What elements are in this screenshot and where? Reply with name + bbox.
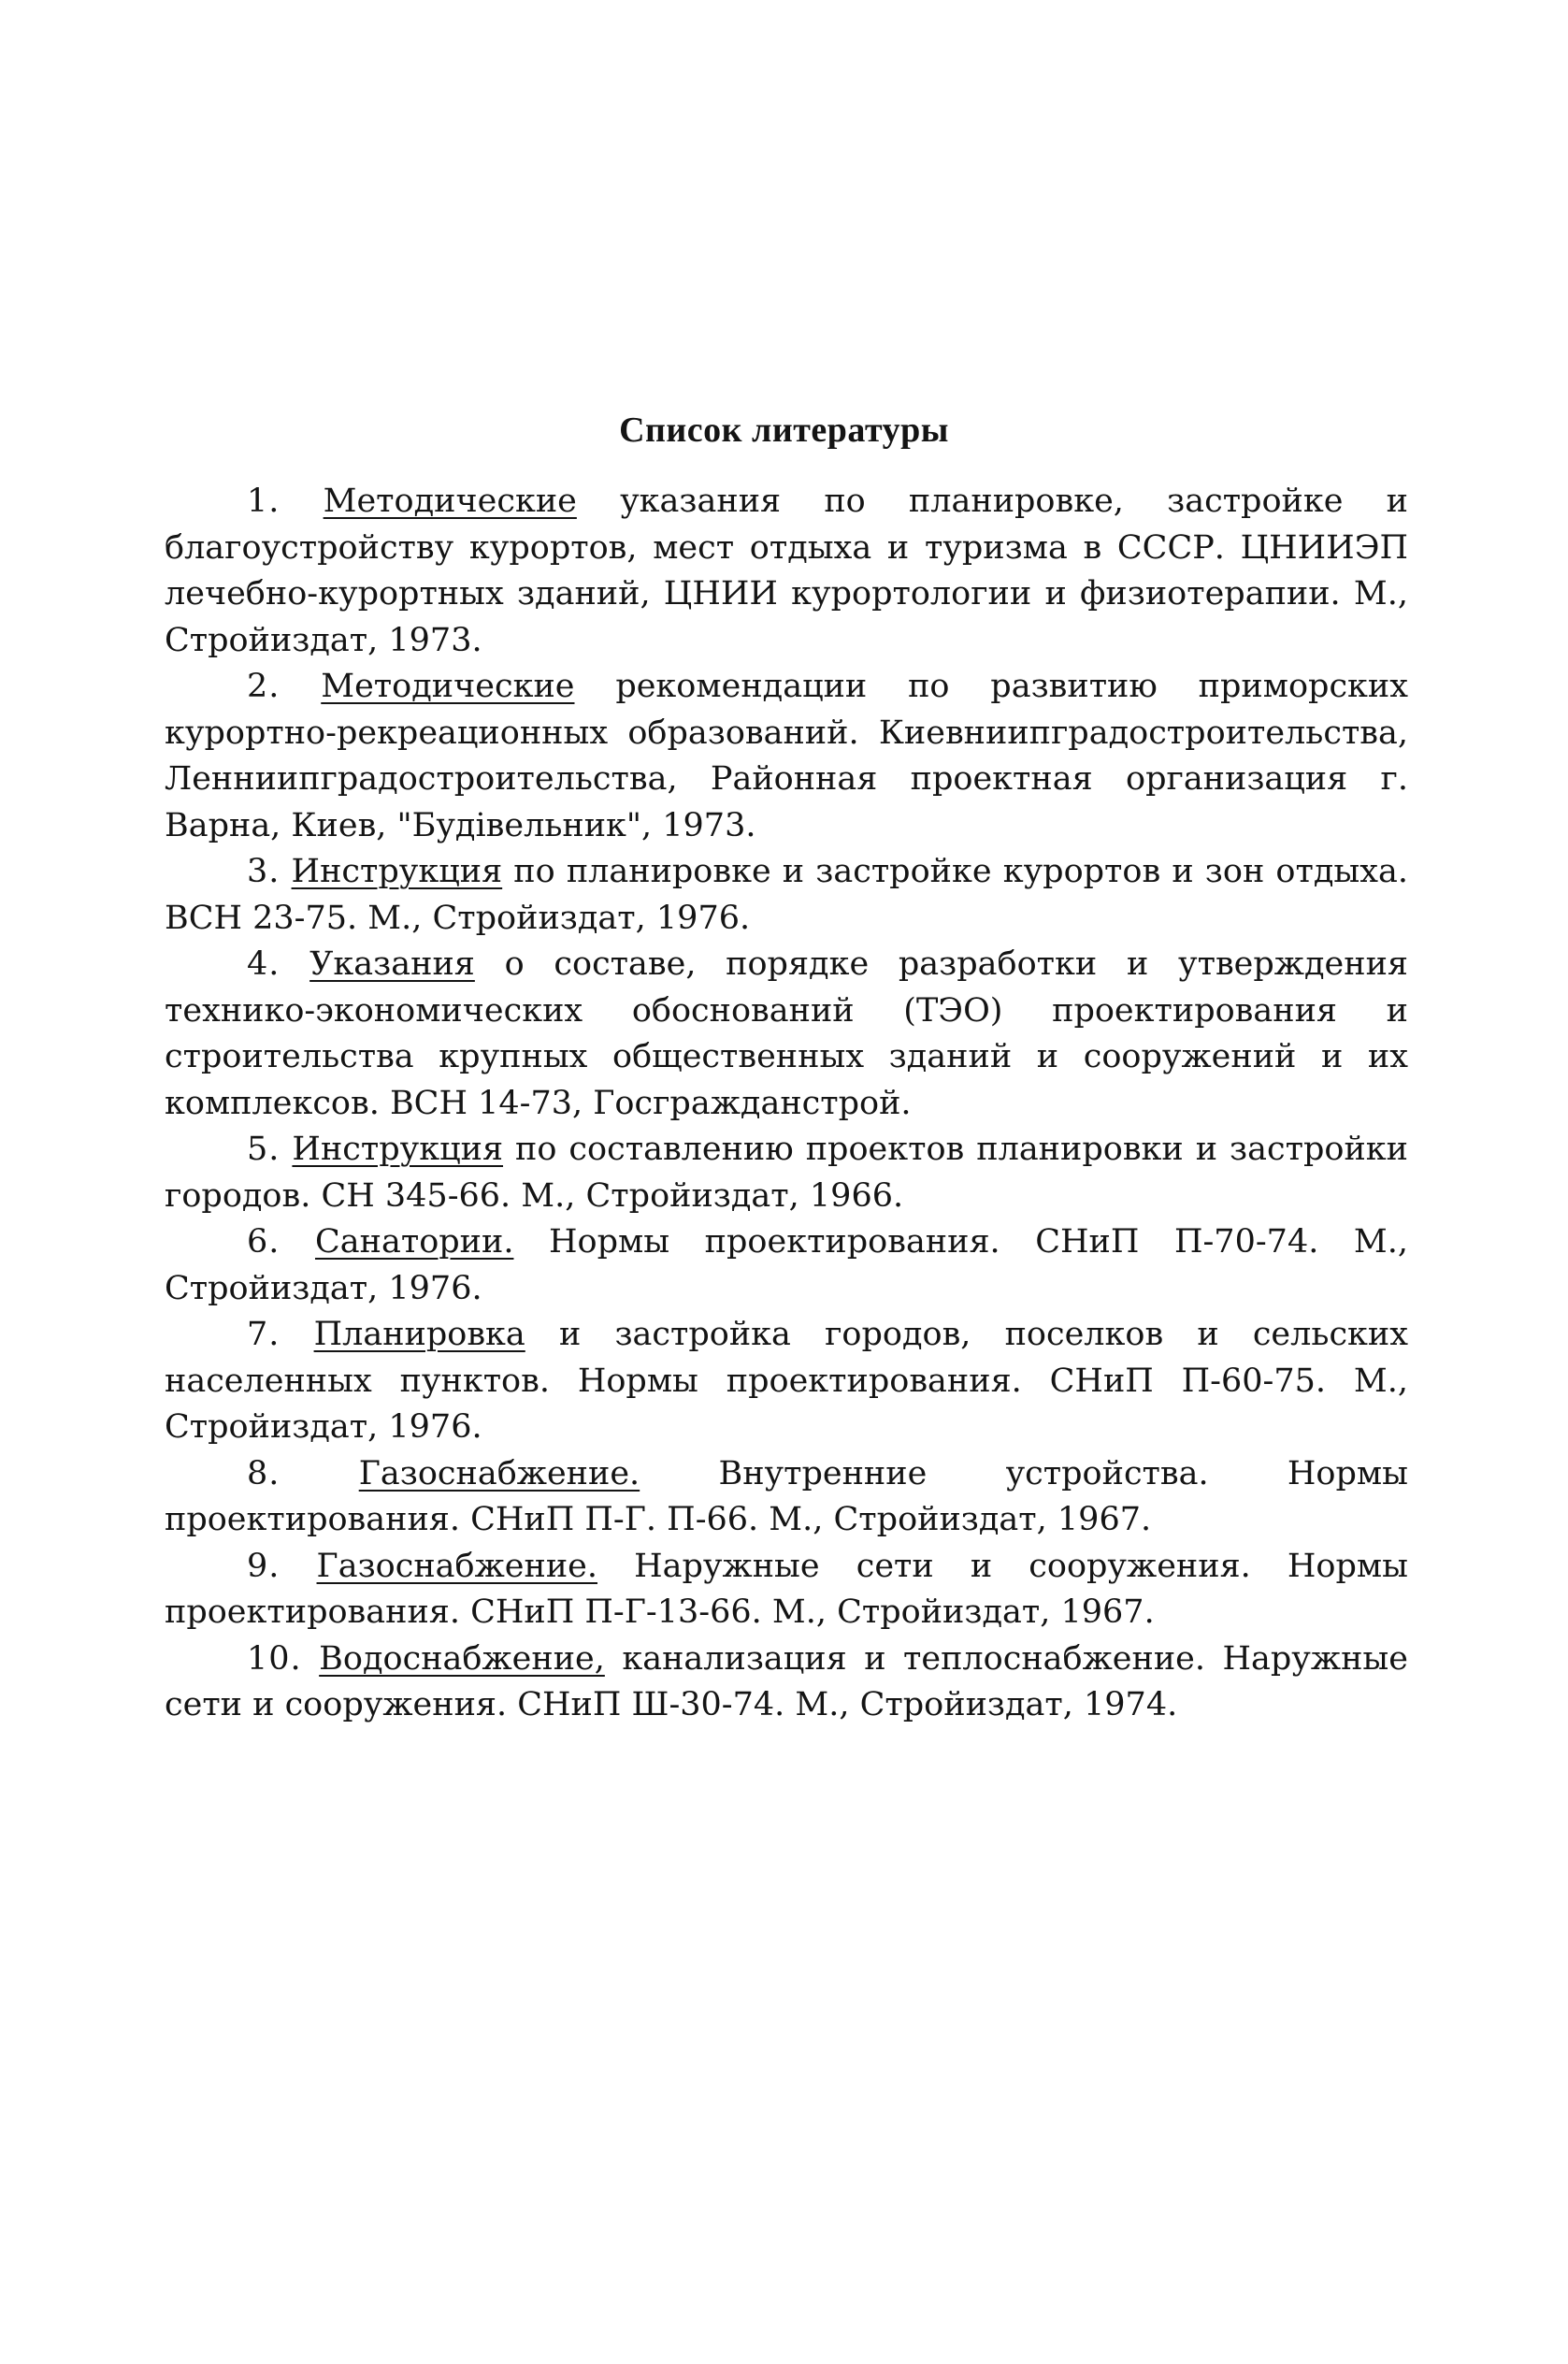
reference-lead-term: Инструкция: [292, 1131, 504, 1168]
reference-item-10: [165, 1636, 1408, 1729]
reference-text: Нормы проектирования. СНиП П-70-74. М., Стройиздат, 1976.: [165, 1223, 1408, 1307]
reference-text: о составе, порядке разработки и утверждения технико-экономических обоснований (ТЭО) проектирования и строительства крупных общественных зданий и сооружений и их комплексов. ВСН 14-73, Госгражданстрой.: [165, 945, 1408, 1122]
reference-text: Внутренние устройства. Нормы проектирования. СНиП П-Г. П-66. М., Стройиздат, 1967.: [165, 1454, 1408, 1538]
reference-lead-term: Газоснабжение.: [316, 1547, 598, 1585]
reference-item-4: [165, 942, 1408, 1127]
reference-lead-term: Планировка: [313, 1316, 525, 1353]
reference-number: 6.: [247, 1223, 281, 1261]
reference-lead-term: Методические: [323, 483, 577, 520]
reference-item-6: [165, 1219, 1408, 1312]
reference-text: Наружные сети и сооружения. Нормы проектирования. СНиП П-Г-13-66. М., Стройиздат, 1967.: [165, 1547, 1408, 1631]
reference-item-7: [165, 1312, 1408, 1451]
reference-item-3: [165, 849, 1408, 942]
reference-number: 1.: [247, 483, 281, 520]
reference-number: 9.: [247, 1547, 281, 1585]
reference-number: 4.: [247, 945, 281, 983]
reference-lead-term: Методические: [321, 668, 575, 705]
reference-lead-term: Указания: [309, 945, 475, 983]
reference-number: 3.: [247, 853, 281, 890]
reference-number: 2.: [247, 668, 281, 705]
reference-number: 7.: [247, 1316, 281, 1353]
reference-text: по планировке и застройке курортов и зон отдыха. ВСН 23-75. М., Стройиздат, 1976.: [165, 853, 1408, 937]
reference-text: указания по планировке, застройке и благоустройству курортов, мест отдыха и туризма в СССР. ЦНИИЭП лечебно-курортных зданий, ЦНИИ курортологии и физиотерапии. М., Стройиздат, 1973.: [165, 483, 1408, 659]
reference-number: 10.: [247, 1639, 302, 1678]
reference-item-1: [165, 479, 1408, 664]
reference-text: по составлению проектов планировки и застройки городов. СН 345-66. М., Стройиздат, 1966.: [165, 1131, 1408, 1215]
reference-lead-term: Санатории.: [314, 1223, 514, 1261]
reference-number: 8.: [247, 1454, 281, 1492]
reference-text: канализация и теплоснабжение. Наружные сети и сооружения. СНиП Ш-30-74. М., Стройиздат, 1974.: [165, 1639, 1408, 1723]
reference-lead-term: Газоснабжение.: [358, 1454, 640, 1492]
reference-number: 5.: [247, 1131, 281, 1168]
reference-lead-term: Водоснабжение,: [319, 1639, 605, 1678]
reference-item-9: [165, 1544, 1408, 1636]
reference-text: и застройка городов, поселков и сельских населенных пунктов. Нормы проектирования. СНиП П-60-75. М., Стройиздат, 1976.: [165, 1316, 1408, 1446]
reference-item-5: [165, 1127, 1408, 1219]
reference-item-2: [165, 664, 1408, 849]
reference-item-8: [165, 1451, 1408, 1544]
reference-text: рекомендации по развитию приморских курортно-рекреационных образований. Киевниипградостроительства, Ленниипградостроительства, Районная проектная организация г. Варна, Киев, "Будiвельник", 1973.: [165, 668, 1408, 844]
reference-list: [165, 479, 1408, 1729]
reference-lead-term: Инструкция: [291, 853, 503, 890]
page-title: Список литературы: [619, 411, 949, 450]
